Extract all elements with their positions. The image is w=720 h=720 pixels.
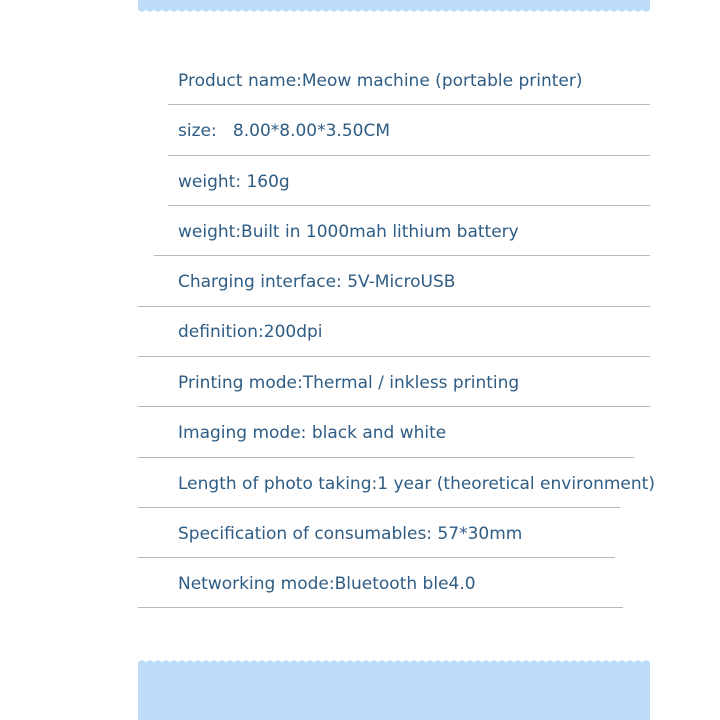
spec-consumables [178,522,522,546]
divider [154,255,650,256]
divider [138,306,650,307]
spec-label: size: [178,121,217,141]
divider [138,457,634,458]
spec-photo-length [178,472,655,496]
spec-label: Charging interface: [178,272,342,292]
spec-label: Product name: [178,71,302,91]
spec-label: Length of photo taking: [178,474,378,494]
spec-value: 200dpi [263,322,323,342]
divider [138,507,620,508]
divider [168,104,650,105]
divider [138,607,623,608]
spec-label: Specification of consumables: [178,524,433,544]
spec-printing-mode [178,371,519,395]
spec-value: Bluetooth ble4.0 [334,574,476,594]
spec-label: Networking mode: [178,574,335,594]
divider [168,205,650,206]
divider [138,557,615,558]
spec-size [178,119,390,143]
spec-product-name [178,69,582,93]
spec-value: Built in 1000mah lithium battery [241,222,519,242]
spec-value: Meow machine (portable printer) [301,71,583,91]
spec-value: 8.00*8.00*3.50CM [216,121,391,141]
spec-charging-interface [178,270,455,294]
bottom-decorative-band [138,662,650,720]
divider [168,155,650,156]
spec-value: 1 year (theoretical environment) [377,474,655,494]
spec-value: black and white [306,423,447,443]
spec-definition [178,320,323,344]
spec-battery [178,220,519,244]
spec-label: weight: [178,172,242,192]
divider [138,356,650,357]
spec-networking-mode [178,572,476,596]
spec-value: Thermal / inkless printing [302,373,520,393]
spec-label: Printing mode: [178,373,303,393]
divider [138,406,650,407]
spec-value: 160g [241,172,290,192]
top-decorative-band [138,0,650,10]
spec-label: definition: [178,322,264,342]
spec-label: Imaging mode: [178,423,307,443]
spec-label: weight: [178,222,242,242]
spec-value: 5V-MicroUSB [341,272,456,292]
spec-value: 57*30mm [432,524,523,544]
spec-weight [178,170,290,194]
spec-imaging-mode [178,421,446,445]
